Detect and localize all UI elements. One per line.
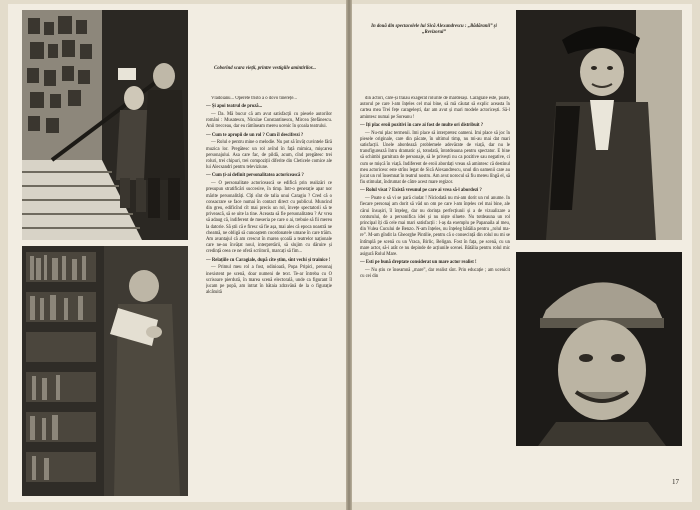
left-question-3: — Cum ți-ai definit personalitatea actoricească ?: [206, 173, 304, 179]
left-para-4: — O personalitate actoricească se edifică prin realizări ce presupun stratificări succesive, în timp. Intr-o generație apar nor mărite personalități. Cîți sînt de talia unui Caragiu ? Cred că o consacrare se face numai în contact direct cu publicul. Muncind din greu, edificînd cît mai precis un rol, învețe spectatorii să te privească, să se uite la tine. Aceasta să fie personalitatea ? Ar vrea să adaug că, indiferent de meseria pe care o ai, trebuie să fii mereu la datorie. Să știi că e firesc să fie așa, mai ales că epoca noastră ne cheamă, ne obligă să cunoaștem coordonatele umane în care trăim. Am avantajul că am crescut în marea școală a teatrelor naționale care ne-au învățat noul, interpretării, să slujim cu dăruire și credință ceea ce ne oferă scriitorii, marcați să fim...: [206, 181, 332, 255]
photo-actor-reading: [22, 246, 188, 496]
left-caption: Coborînd scara vieții, printre vestigiile amintirilor...: [214, 66, 316, 71]
right-caption: In două din spectacolele lui Sică Alexandrescu : „Bădăranii” și „Revizorul”: [371, 24, 497, 36]
right-para-1: din actori, care-și trăiau exagerat rolurile de mardeiași. Caragiale este, poate, autorul pe care l-am înțeles cel mai bine, să mă căutat să explic aceasta în cartea mea Trei fețe caragelești, dar am avut și mari modele actoricești. Să-l amintesc numai pe Soreanu !: [360, 96, 510, 120]
left-question-4: — Relațiile cu Caragiale, după cîte știm, sînt vechi și trainice !: [206, 257, 331, 263]
left-question-2: — Cum te apropii de un rol ? Cum îl descifrezi ?: [206, 132, 304, 138]
left-para-3: — Rolul e pentru mine o melodie. Nu pot să învăț cuvintele fără muzica lor. Pregătesc un rol avînd în față mimica, mișcarea personajului. Asa care fac, de pildă, acum, cînd pregătesc trei roluri, trei chipuri, trei compoziții diferite din Cleticele comice ale lui Alecsandri pentru televiziune.: [206, 140, 332, 171]
right-para-4: — Nu știu ce înseamnă „mare”, dar realist sînt. Prin educație ; am ucenicit cu cei din: [360, 268, 510, 280]
right-question-1: — Iți plac eroii pozitivi în care ai fost de multe ori distribuit ?: [360, 122, 484, 128]
left-text-column: [206, 96, 332, 496]
right-question-3: — Esti pe bună dreptate considerat un mare actor realist !: [360, 260, 477, 266]
left-para-5: — Primul meu rol a fost, odinioară, Popa Pripici, personaj inexistent pe scenă, doar numeni de text. Te-ar întreba cu O scrisoare pierdută, în marea scenă electorală, unde ca figurant îl jucam pe popă, am intrat în bătaia zdravănă de la o figurație alcătuită: [206, 265, 332, 296]
photo-actor-tricorn-hat-image: [516, 10, 682, 240]
right-text-column: [360, 96, 510, 496]
photo-actor-on-stairs: [22, 10, 188, 240]
left-question-1: — Și apoi teatrul de proză...: [206, 104, 263, 110]
right-question-2: — Rolul visat ? Există vreunul pe care ai vrea să-l abordezi ?: [360, 188, 482, 194]
page-number: 17: [672, 478, 679, 486]
right-page: [352, 4, 692, 502]
photo-actor-on-stairs-image: [22, 10, 188, 240]
left-page: [8, 4, 346, 502]
photo-actor-cap-portrait-image: [516, 252, 682, 446]
right-para-2: — Nu-mi plac termenii. Imi place să interpretez oameni. Imi place să joc în piesele originale, care din păcate, în ultimul timp, nu mi-au mai dat mari satisfacții. Unele abordează problemele adevărate de viață, dar nu le transfigurează întru dramatic și, totodată, întotdeauna pentru spectator. E bine să schimbi garnitura de personaje, să le privești nu ca pozitive sau negative, ci cum se mișcă în viață. Indiferent de eroii abordați vreau să amintesc că destinul meu actoricesc este strîns legat de Sică Alexandrescu, unul din oamenii care au jucat un rol însemnat în teatrul nostru. Am avut norocul să fiu mereu lîngă el, să fiu stimulat, îndrumat de către acest mare regizor.: [360, 130, 510, 186]
photo-actor-cap-portrait: [516, 252, 682, 446]
left-para-2: — Da. Mă bucur că am avut satisfacții cu piesele autorilor români : Musatescu, Niculae Constantinescu, Mircea Ștefănescu. Anii trecceau, dar eu rămîneam mereu ucenic în școala teatrului.: [206, 112, 332, 130]
photo-actor-tricorn-hat: [516, 10, 682, 240]
right-para-3: — Poate o să vi se pară ciudat ! Niciodată nu mi-am dorit un rol anume. In fiecare personaj am dorit să văd un om pe care l-am înțeles cel mai bine, ale cărui însușiri, îl înțeleg, dar nu dorința perfecțiunii și a de vizualizare a conturului, de a personifica idei și nu niște siluete. Nu totdeauna un rol principal îți dă cele mai mari satisfacții : l-aș da exemplu pe Papanaila al meu, din Vulea Cucului de Benzo. N-am înțeles, nu înțeleg bătălia pentru „rolul mare”. M-am gîndit la Gheorghe Pintilie, pentru că o consecință din rolul nu mi se întîmplă pe scenă cu un Vraca, Birlic, Beligan. Fost în fața, pe scenă, cu un mare actor, să-i arăt ce nu depinde de acțiunile scenei. Bătălia pentru rolul mic asigură Rolul Mare.: [360, 196, 510, 258]
photo-actor-reading-image: [22, 246, 188, 496]
left-para-1: Vlădoianu... Operete tristo a o dovo tinerețe...: [211, 96, 297, 101]
